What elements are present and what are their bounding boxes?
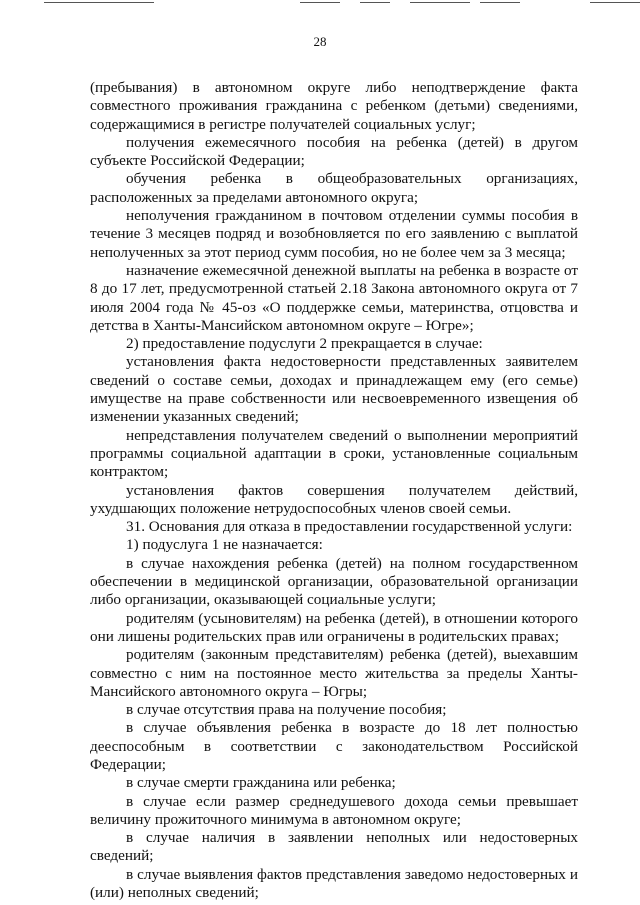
paragraph: 31. Основания для отказа в предоставлении государственной услуги: bbox=[126, 518, 573, 536]
scan-line bbox=[410, 2, 470, 3]
paragraph: 2) предоставление подуслуги 2 прекращается в случае: bbox=[126, 335, 483, 353]
document-body bbox=[90, 79, 578, 902]
paragraph: неполучения гражданином в почтовом отделении суммы пособия в течение 3 месяцев подряд и возобновляется по его заявлению с выплатой неполученных за этот период сумм пособия, но не более чем за 3 месяца; bbox=[90, 207, 578, 261]
paragraph: в случае отсутствия права на получение пособия; bbox=[126, 701, 447, 719]
scan-edge-artifacts bbox=[0, 0, 640, 6]
paragraph: установления факта недостоверности представленных заявителем сведений о составе семьи, доходах и принадлежащем ему (его семье) имуществе на праве собственности или несвоевременного извещения об изменении указанных сведений; bbox=[90, 353, 578, 426]
paragraph: в случае объявления ребенка в возрасте до 18 лет полностью дееспособным в соответствии с законодательством Российской Федерации; bbox=[90, 719, 578, 773]
paragraph: непредставления получателем сведений о выполнении мероприятий программы социальной адаптации в сроки, установленные социальным контрактом; bbox=[90, 426, 578, 481]
scan-line bbox=[300, 2, 340, 3]
paragraph: родителям (законным представителям) ребенка (детей), выехавшим совместно с ним на постоянное место жительства за пределы Ханты-Мансийского автономного округа – Югры; bbox=[90, 646, 578, 700]
scan-line bbox=[590, 2, 640, 3]
scan-line bbox=[44, 2, 154, 3]
paragraph: в случае смерти гражданина или ребенка; bbox=[126, 774, 396, 792]
paragraph: родителям (усыновителям) на ребенка (детей), в отношении которого они лишены родительских прав или ограничены в родительских правах; bbox=[90, 609, 578, 645]
scan-line bbox=[360, 2, 390, 3]
paragraph: в случае нахождения ребенка (детей) на полном государственном обеспечении в медицинской организации, образовательной организации либо организации, оказывающей социальные услуги; bbox=[90, 554, 578, 609]
paragraph: установления фактов совершения получателем действий, ухудшающих положение нетрудоспособных членов своей семьи. bbox=[90, 481, 578, 517]
scan-line bbox=[480, 2, 520, 3]
paragraph: назначение ежемесячной денежной выплаты на ребенка в возрасте от 8 до 17 лет, предусмотренной статьей 2.18 Закона автономного округа от 7 июля 2004 года № 45-оз «О поддержке семьи, материнства, отцовства и детства в Ханты-Мансийском автономном округе – Югре»; bbox=[90, 261, 578, 334]
paragraph: получения ежемесячного пособия на ребенка (детей) в другом субъекте Российской Федерации; bbox=[90, 133, 578, 170]
paragraph: в случае наличия в заявлении неполных или недостоверных сведений; bbox=[90, 829, 578, 865]
paragraph: в случае если размер среднедушевого дохода семьи превышает величину прожиточного минимума в автономном округе; bbox=[90, 792, 578, 828]
paragraph: (пребывания) в автономном округе либо неподтверждение факта совместного проживания гражданина с ребенком (детьми) сведениями, содержащимися в регистре получателей социальных услуг; bbox=[90, 79, 578, 133]
paragraph: 1) подуслуга 1 не назначается: bbox=[126, 536, 323, 554]
paragraph: в случае выявления фактов представления заведомо недостоверных и (или) неполных сведений; bbox=[90, 865, 578, 902]
page-number: 28 bbox=[313, 34, 327, 49]
paragraph: обучения ребенка в общеобразовательных организациях, расположенных за пределами автономного округа; bbox=[90, 170, 578, 206]
